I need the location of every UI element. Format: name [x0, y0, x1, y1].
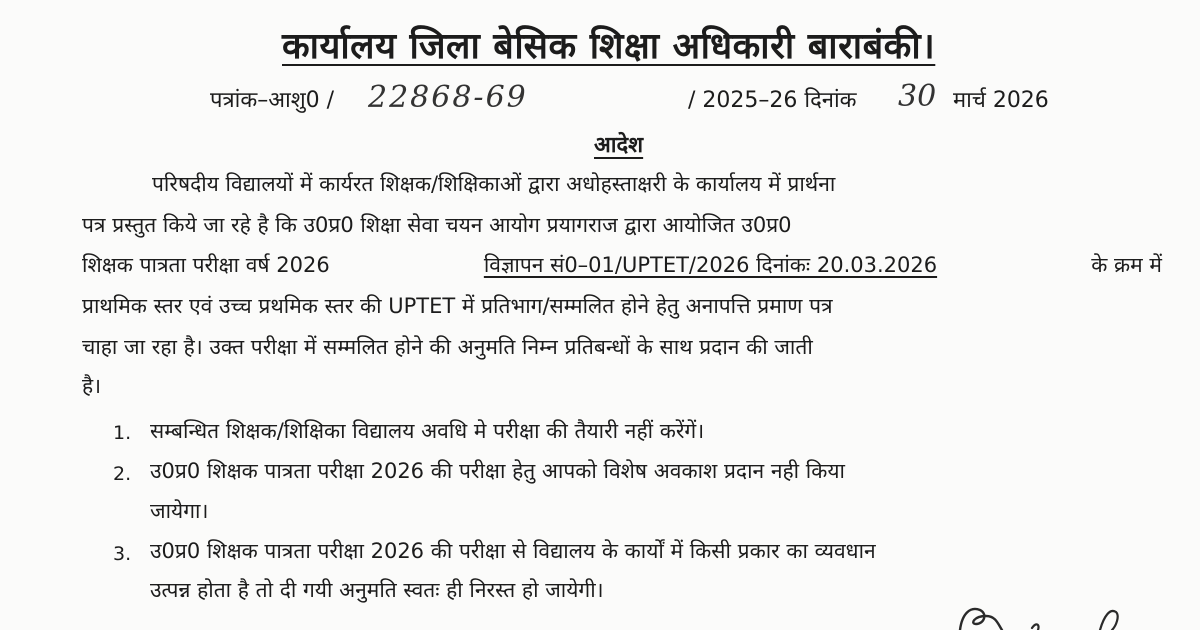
office-title: कार्यालय जिला बेसिक शिक्षा अधिकारी बाराबंकी। [282, 26, 936, 67]
paragraph-line-3 [82, 251, 1162, 279]
paragraph-line-4: प्राथमिक स्तर एवं उच्च प्रथमिक स्तर की UPTET में प्रतिभाग/सम्मलित होने हेतु अनापत्ति प्रमाण पत्र [82, 294, 833, 318]
reference-number-handwritten: 22868-69 [368, 80, 528, 115]
paragraph-line-5: चाहा जा रहा है। उक्त परीक्षा में सम्मलित होने की अनुमति निम्न प्रतिबन्धों के साथ प्रदान की जाती [82, 335, 813, 359]
paragraph-line-1: परिषदीय विद्यालयों में कार्यरत शिक्षक/शिक्षिकाओं द्वारा अधोहस्ताक्षरी के कार्यालय में प्रार्थना [152, 172, 836, 196]
condition-number-1: 1. [113, 422, 132, 444]
condition-3-line-1: उ0प्र0 शिक्षक पात्रता परीक्षा 2026 की परीक्षा से विद्यालय के कार्यों में किसी प्रकार का व्यवधान [150, 539, 876, 563]
order-heading: आदेश [594, 133, 644, 158]
notice-reference: विज्ञापन सं0–01/UPTET/2026 दिनांकः 20.03.2026 [483, 253, 938, 277]
condition-1-line-1: सम्बन्धित शिक्षक/शिक्षिका विद्यालय अवधि मे परीक्षा की तैयारी नहीं करेंगें। [150, 419, 705, 443]
paragraph-line-2: पत्र प्रस्तुत किये जा रहे है कि उ0प्र0 शिक्षा सेवा चयन आयोग प्रयागराज द्वारा आयोजित उ0प्र0 [82, 213, 792, 237]
condition-2-line-2: जायेगा। [150, 499, 209, 523]
reference-prefix: पत्रांक–आशु0 / [210, 88, 335, 113]
signature-mark [940, 594, 1200, 630]
condition-number-3: 3. [113, 543, 132, 565]
condition-3-line-2: उत्पन्न होता है तो दी गयी अनुमति स्वतः ही निरस्त हो जायेगी। [150, 578, 604, 602]
paragraph-line-3-start: शिक्षक पात्रता परीक्षा वर्ष 2026 [82, 253, 330, 277]
paragraph-line-6: है। [82, 374, 102, 398]
date-month-year: मार्च 2026 [953, 88, 1049, 113]
paragraph-line-3-tail: के क्रम में [1091, 253, 1162, 277]
condition-number-2: 2. [113, 463, 132, 485]
reference-suffix: / 2025–26 दिनांक [688, 88, 857, 113]
date-day-handwritten: 30 [898, 79, 937, 114]
condition-2-line-1: उ0प्र0 शिक्षक पात्रता परीक्षा 2026 की परीक्षा हेतु आपको विशेष अवकाश प्रदान नही किया [150, 459, 845, 483]
